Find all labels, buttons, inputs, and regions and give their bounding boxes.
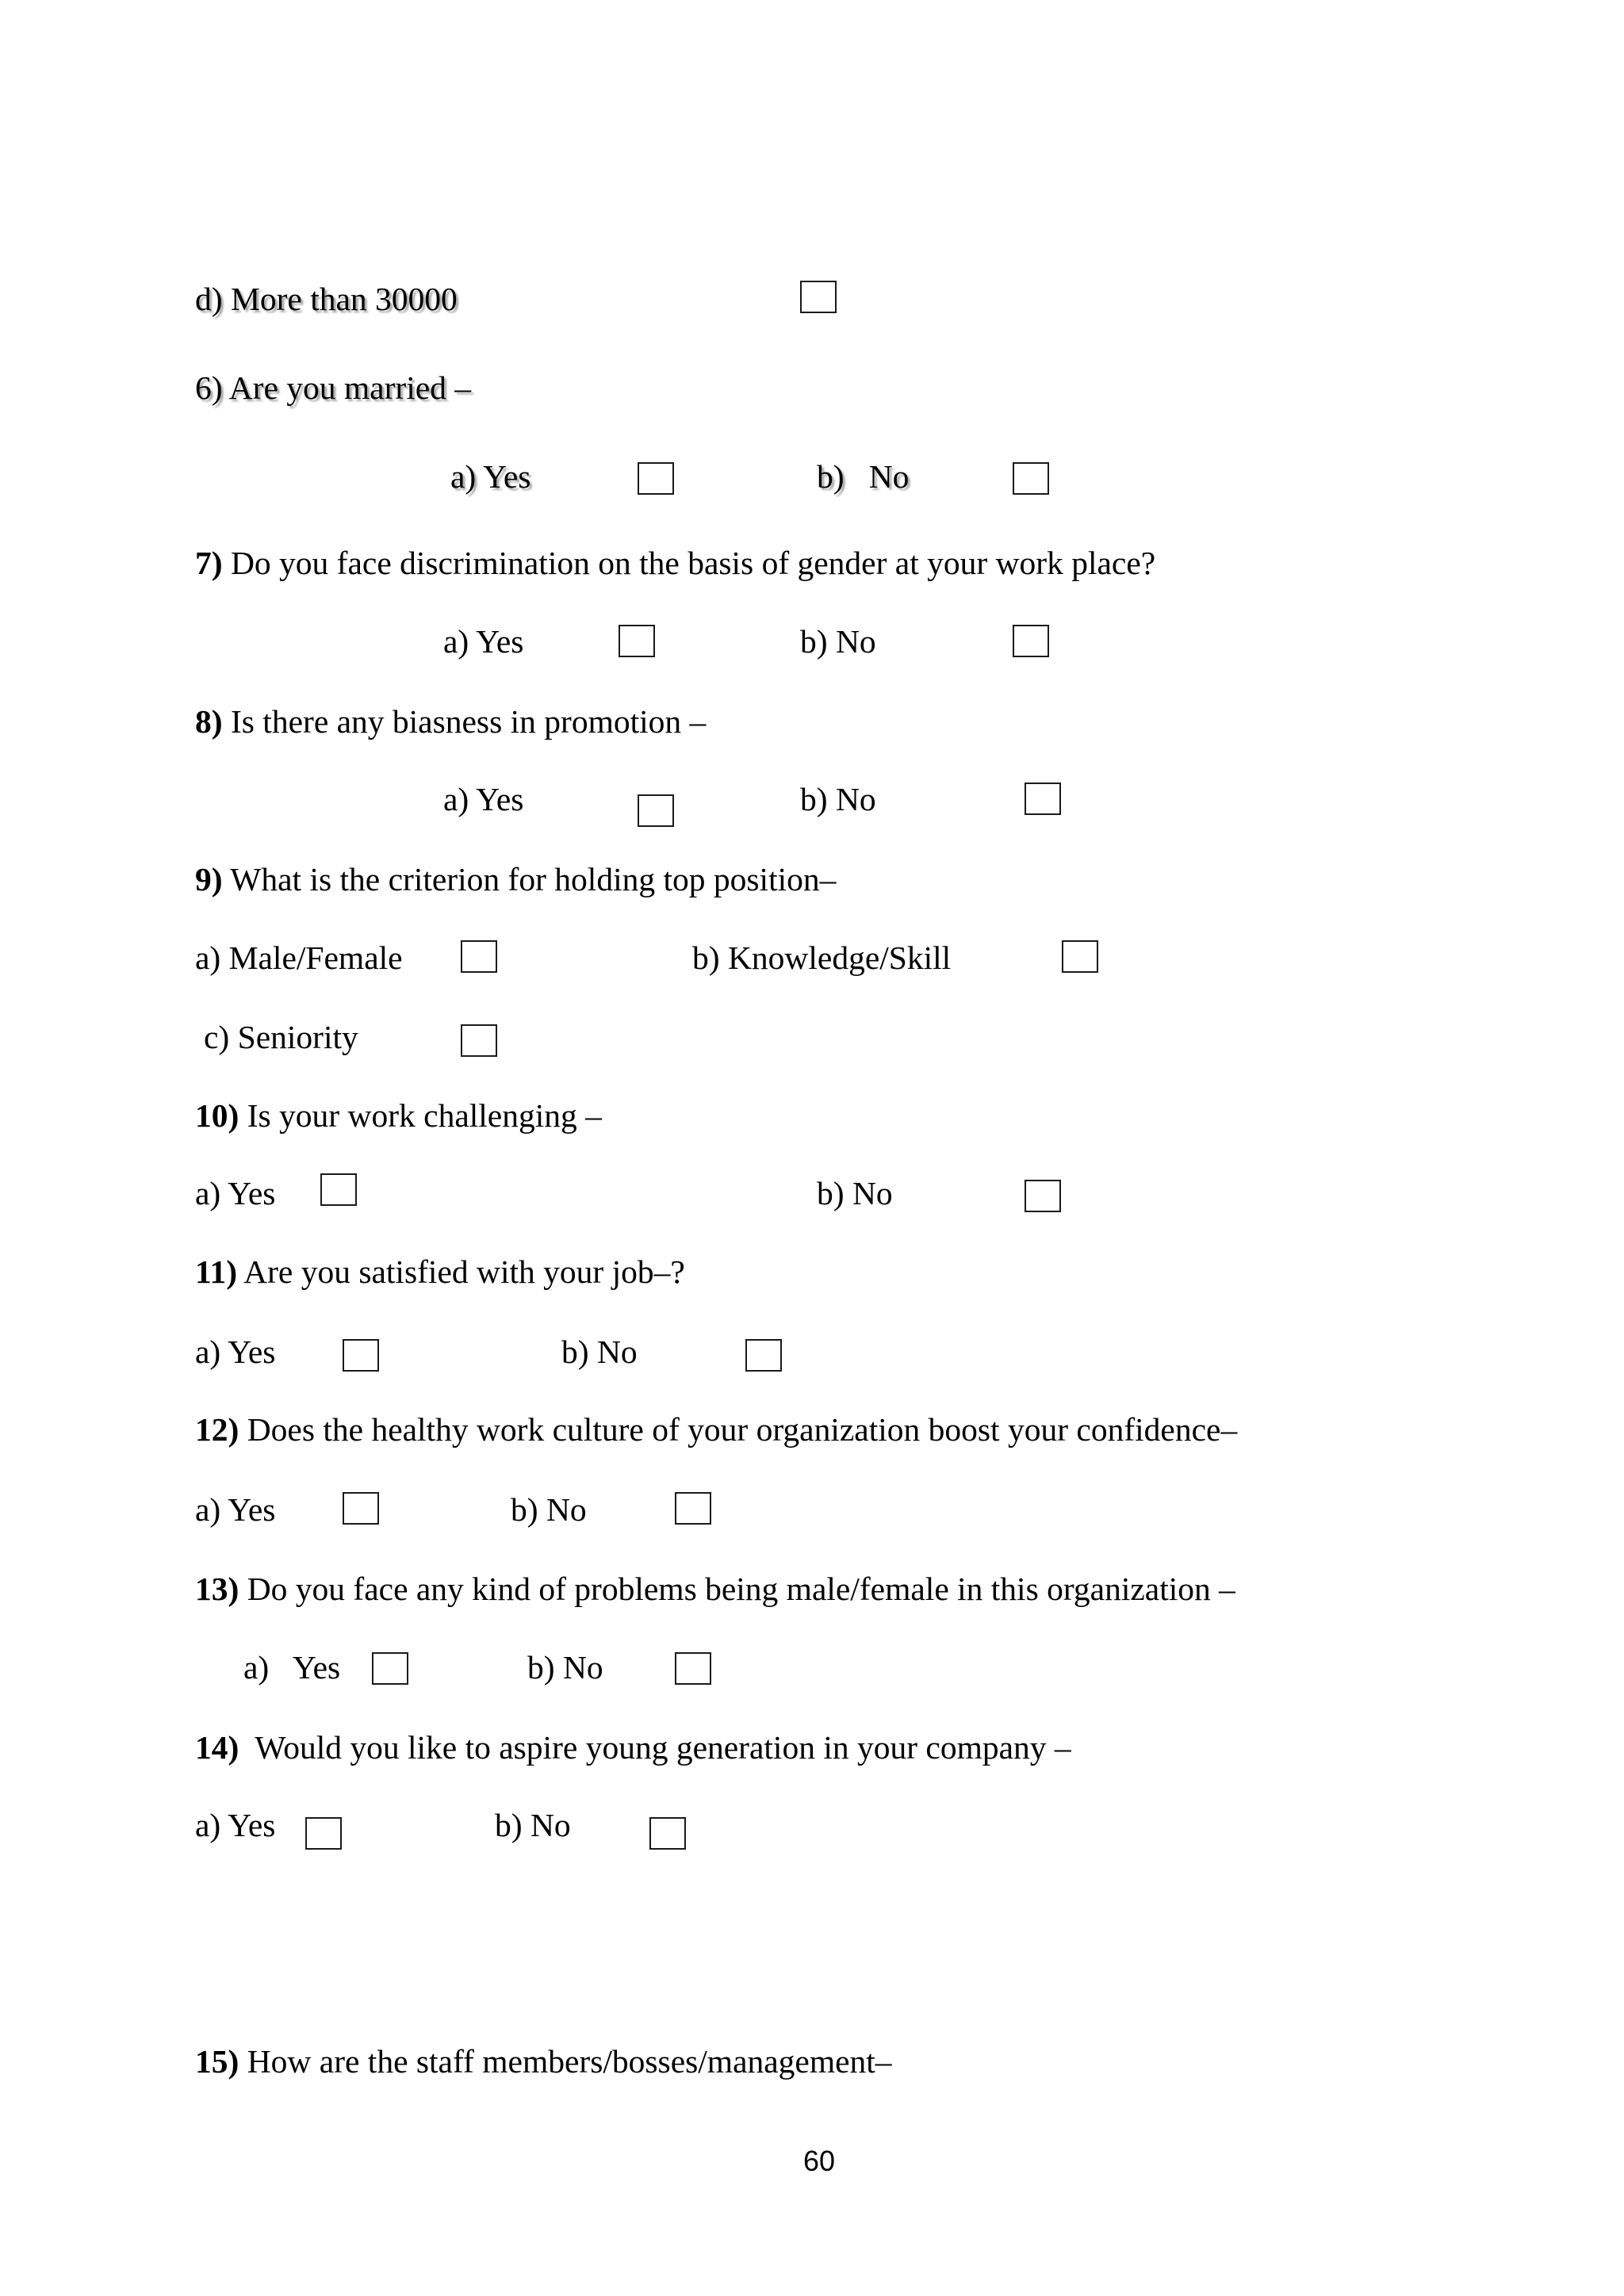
q7-checkbox-yes xyxy=(619,625,655,657)
question-number: 9) xyxy=(195,861,223,897)
question-6 xyxy=(195,369,472,406)
question-text: Do you face discrimination on the basis of gender at your work place? xyxy=(230,545,1156,581)
q9-checkbox-knowledge-skill xyxy=(1062,940,1098,973)
q8-option-no: b) No xyxy=(800,781,876,817)
q14-option-no: b) No xyxy=(495,1807,571,1843)
q7-option-yes: a) Yes xyxy=(443,623,524,660)
q8-checkbox-yes xyxy=(638,794,674,827)
q13-checkbox-no xyxy=(675,1652,711,1685)
question-text: Are you married – xyxy=(228,369,472,406)
question-text: What is the criterion for holding top position– xyxy=(230,861,837,897)
q11-option-yes: a) Yes xyxy=(195,1334,276,1370)
question-number: 6) xyxy=(195,369,223,406)
q8-checkbox-no xyxy=(1025,783,1061,815)
question-text: Does the healthy work culture of your organization boost your confidence– xyxy=(247,1411,1238,1448)
q6-checkbox-no xyxy=(1013,462,1049,495)
question-10 xyxy=(195,1097,602,1134)
question-text: Are you satisfied with your job–? xyxy=(243,1253,685,1290)
q7-checkbox-no xyxy=(1013,625,1049,657)
q10-option-yes: a) Yes xyxy=(195,1175,276,1211)
question-number: 8) xyxy=(195,703,223,740)
checkbox-more-than-30000 xyxy=(800,281,837,313)
q12-option-yes: a) Yes xyxy=(195,1491,276,1528)
q9-option-seniority: c) Seniority xyxy=(204,1019,358,1055)
q11-checkbox-yes xyxy=(343,1339,379,1372)
question-9 xyxy=(195,863,836,897)
question-number: 10) xyxy=(195,1097,239,1134)
q6-option-no: b) No xyxy=(817,458,910,495)
q6-option-yes: a) Yes xyxy=(450,458,531,495)
q14-option-yes: a) Yes xyxy=(195,1807,276,1843)
question-number: 13) xyxy=(195,1571,239,1607)
q10-checkbox-no xyxy=(1025,1180,1061,1212)
q14-checkbox-no xyxy=(649,1817,686,1850)
question-number: 15) xyxy=(195,2043,239,2080)
q9-option-knowledge-skill: b) Knowledge/Skill xyxy=(692,939,952,976)
q14-checkbox-yes xyxy=(305,1817,342,1850)
q13-checkbox-yes xyxy=(372,1652,408,1685)
q10-option-no: b) No xyxy=(817,1175,893,1211)
question-15 xyxy=(195,2045,892,2079)
page-number: 60 xyxy=(803,2145,836,2177)
question-text: Is there any biasness in promotion – xyxy=(230,703,707,740)
question-11 xyxy=(195,1253,685,1290)
option-more-than-30000: d) More than 30000 xyxy=(195,281,458,317)
question-12 xyxy=(195,1411,1238,1448)
question-8 xyxy=(195,703,707,740)
question-number: 7) xyxy=(195,545,223,581)
q9-option-male-female: a) Male/Female xyxy=(195,939,403,976)
question-14 xyxy=(195,1729,1071,1766)
q12-option-no: b) No xyxy=(511,1491,587,1528)
q6-checkbox-yes xyxy=(638,462,674,495)
question-number: 11) xyxy=(195,1253,238,1290)
question-number: 14) xyxy=(195,1729,239,1766)
q13-option-yes: a) Yes xyxy=(243,1649,341,1686)
q10-checkbox-yes xyxy=(320,1173,357,1206)
question-text: Do you face any kind of problems being male/female in this organization – xyxy=(247,1571,1235,1607)
q11-checkbox-no xyxy=(745,1339,782,1372)
q8-option-yes: a) Yes xyxy=(443,781,524,817)
question-number: 12) xyxy=(195,1411,239,1448)
q7-option-no: b) No xyxy=(800,623,876,660)
question-text: Is your work challenging – xyxy=(247,1097,602,1134)
q12-checkbox-yes xyxy=(343,1492,379,1525)
question-7 xyxy=(195,547,1155,580)
q13-option-no: b) No xyxy=(527,1649,603,1686)
q11-option-no: b) No xyxy=(561,1334,638,1370)
q9-checkbox-seniority xyxy=(461,1024,497,1057)
question-13 xyxy=(195,1573,1235,1606)
question-text: How are the staff members/bosses/management– xyxy=(247,2043,892,2080)
q12-checkbox-no xyxy=(675,1492,711,1525)
q9-checkbox-male-female xyxy=(461,940,497,973)
question-text: Would you like to aspire young generation in your company – xyxy=(255,1729,1071,1766)
